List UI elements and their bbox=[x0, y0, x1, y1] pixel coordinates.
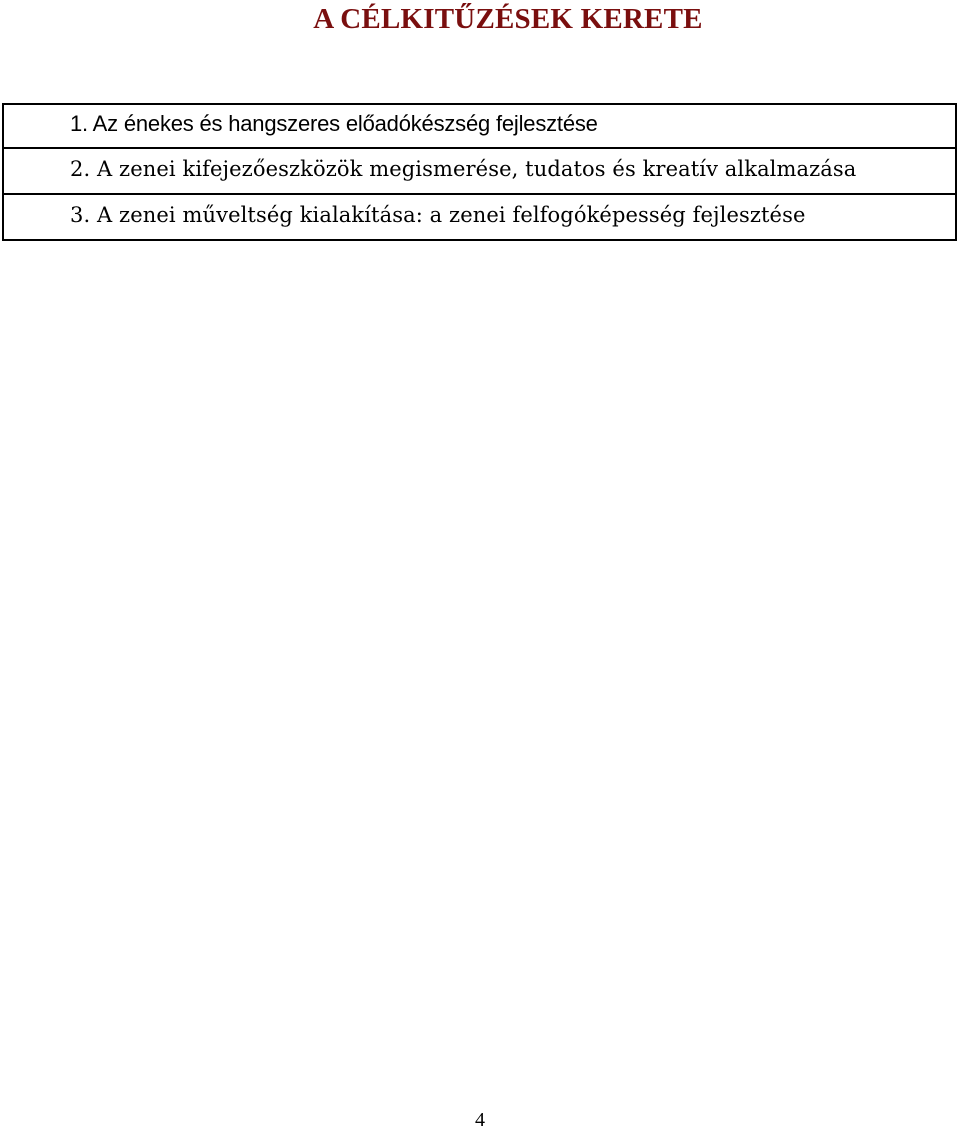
goal-row bbox=[4, 105, 955, 149]
page-title: A CÉLKITŰZÉSEK KERETE bbox=[313, 3, 703, 35]
goal-row bbox=[4, 149, 955, 195]
goal-text-2: 2. A zenei kifejezőeszközök megismerése, tudatos és kreatív alkalmazása bbox=[70, 157, 857, 181]
goal-text-1: 1. Az énekes és hangszeres előadókészség fejlesztése bbox=[70, 111, 598, 136]
goal-row bbox=[4, 195, 955, 241]
page-number: 4 bbox=[475, 1109, 485, 1131]
goals-table bbox=[2, 103, 957, 241]
goal-text-3: 3. A zenei műveltség kialakítása: a zenei felfogóképesség fejlesztése bbox=[70, 203, 806, 227]
